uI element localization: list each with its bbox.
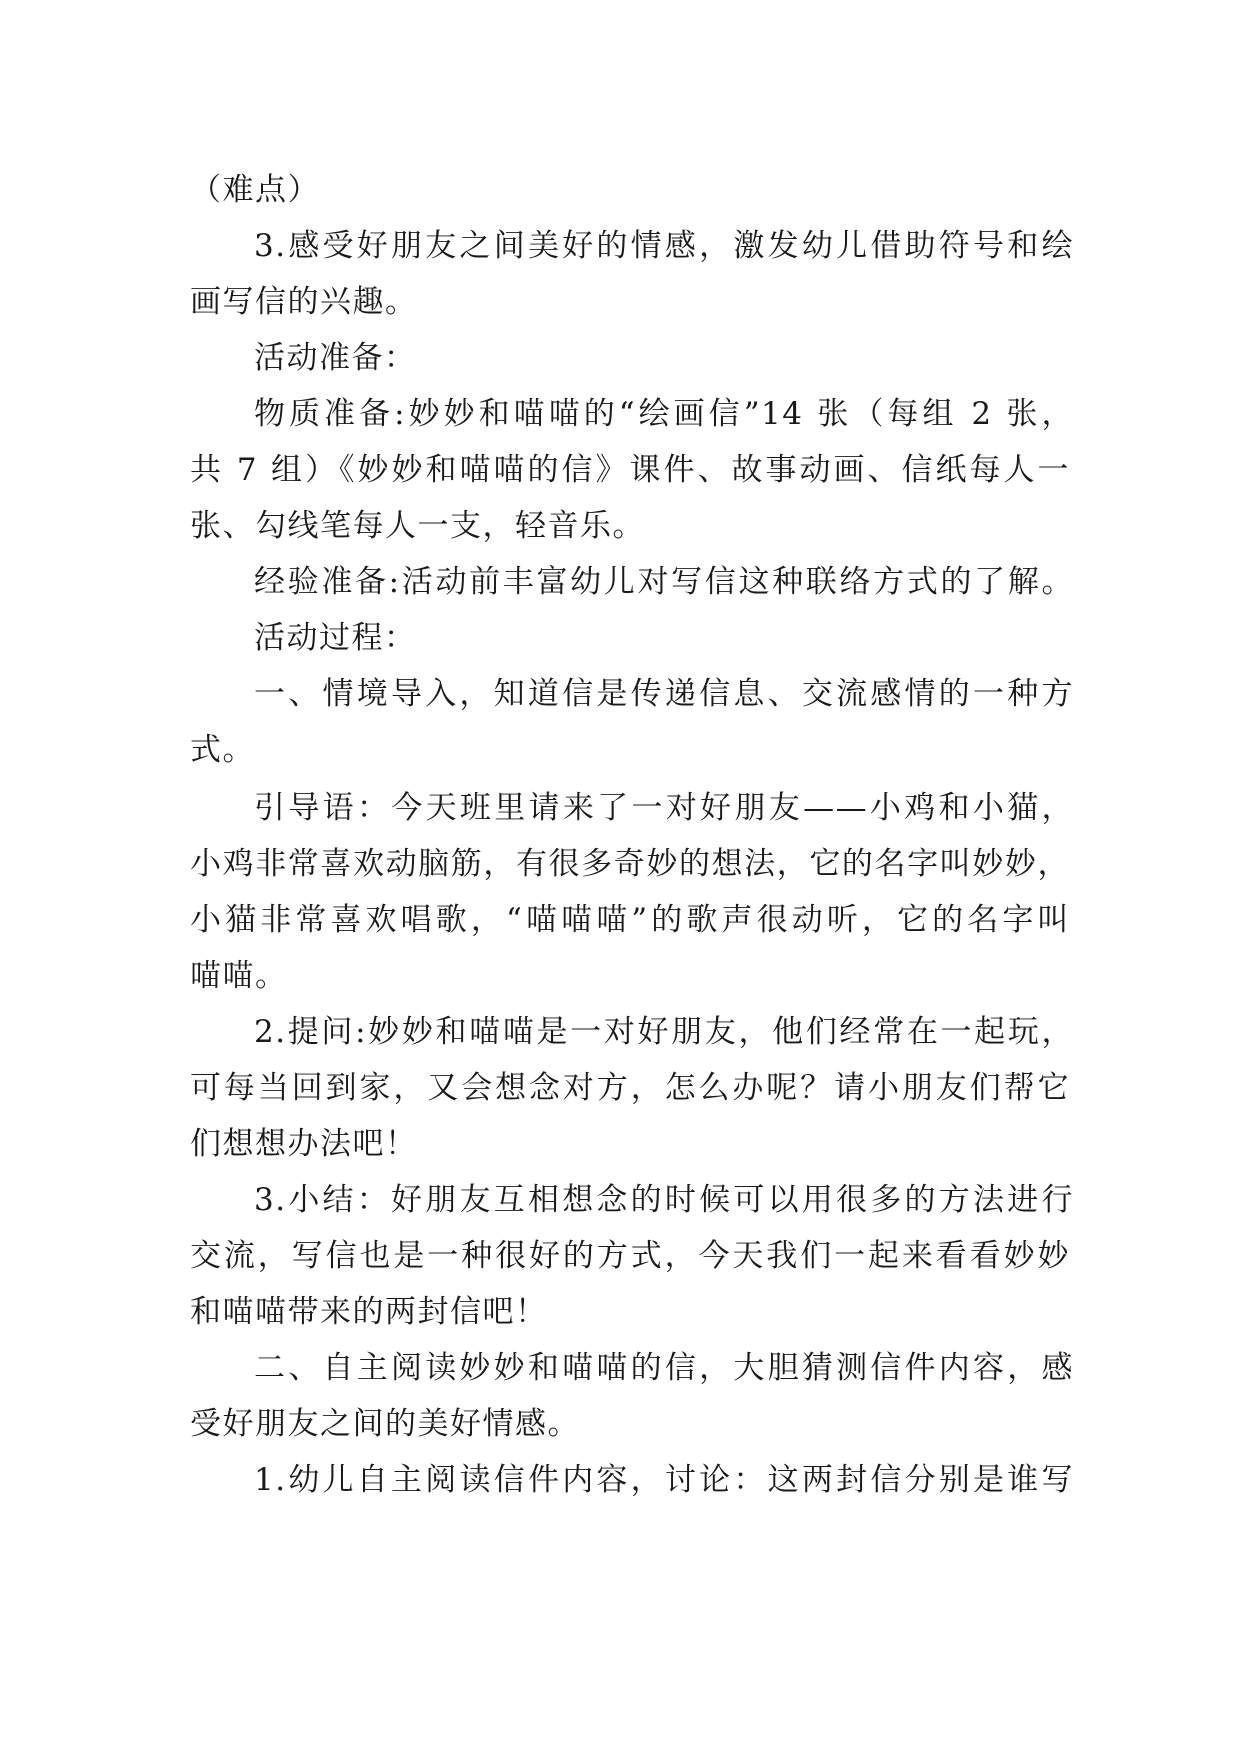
text-line: 一、情境导入，知道信是传递信息、交流感情的一种方 xyxy=(254,676,1074,712)
text-line: 交流，写信也是一种很好的方式，今天我们一起来看看妙妙 xyxy=(190,1238,1070,1274)
text-line: 物质准备:妙妙和喵喵的“绘画信”14 张（每组 2 张， xyxy=(254,396,1074,432)
text-line: 式。 xyxy=(190,732,255,768)
text-line: 和喵喵带来的两封信吧！ xyxy=(190,1294,548,1330)
text-line: 小猫非常喜欢唱歌，“喵喵喵”的歌声很动听，它的名字叫 xyxy=(190,902,1070,938)
text-line: 1.幼儿自主阅读信件内容，讨论：这两封信分别是谁写 xyxy=(254,1462,1074,1498)
text-line: 喵喵。 xyxy=(190,958,288,994)
text-line: 张、勾线笔每人一支，轻音乐。 xyxy=(190,508,645,544)
text-line: 二、自主阅读妙妙和喵喵的信，大胆猜测信件内容，感 xyxy=(254,1350,1074,1386)
text-line: 引导语：今天班里请来了一对好朋友——小鸡和小猫， xyxy=(254,790,1074,826)
text-line: 3.感受好朋友之间美好的情感，激发幼儿借助符号和绘 xyxy=(254,228,1074,264)
text-line: （难点） xyxy=(190,172,320,208)
text-line: 活动过程： xyxy=(254,620,417,656)
text-line: 经验准备:活动前丰富幼儿对写信这种联络方式的了解。 xyxy=(254,564,1074,600)
text-line: 活动准备： xyxy=(254,340,417,376)
text-line: 受好朋友之间的美好情感。 xyxy=(190,1406,580,1442)
text-line: 画写信的兴趣。 xyxy=(190,284,418,320)
text-line: 小鸡非常喜欢动脑筋，有很多奇妙的想法，它的名字叫妙妙， xyxy=(190,846,1070,882)
text-line: 3.小结：好朋友互相想念的时候可以用很多的方法进行 xyxy=(254,1182,1074,1218)
text-line: 2.提问:妙妙和喵喵是一对好朋友，他们经常在一起玩， xyxy=(254,1014,1074,1050)
text-line: 们想想办法吧！ xyxy=(190,1126,418,1162)
text-line: 共 7 组）《妙妙和喵喵的信》课件、故事动画、信纸每人一 xyxy=(190,452,1070,488)
text-line: 可每当回到家，又会想念对方，怎么办呢？请小朋友们帮它 xyxy=(190,1070,1070,1106)
